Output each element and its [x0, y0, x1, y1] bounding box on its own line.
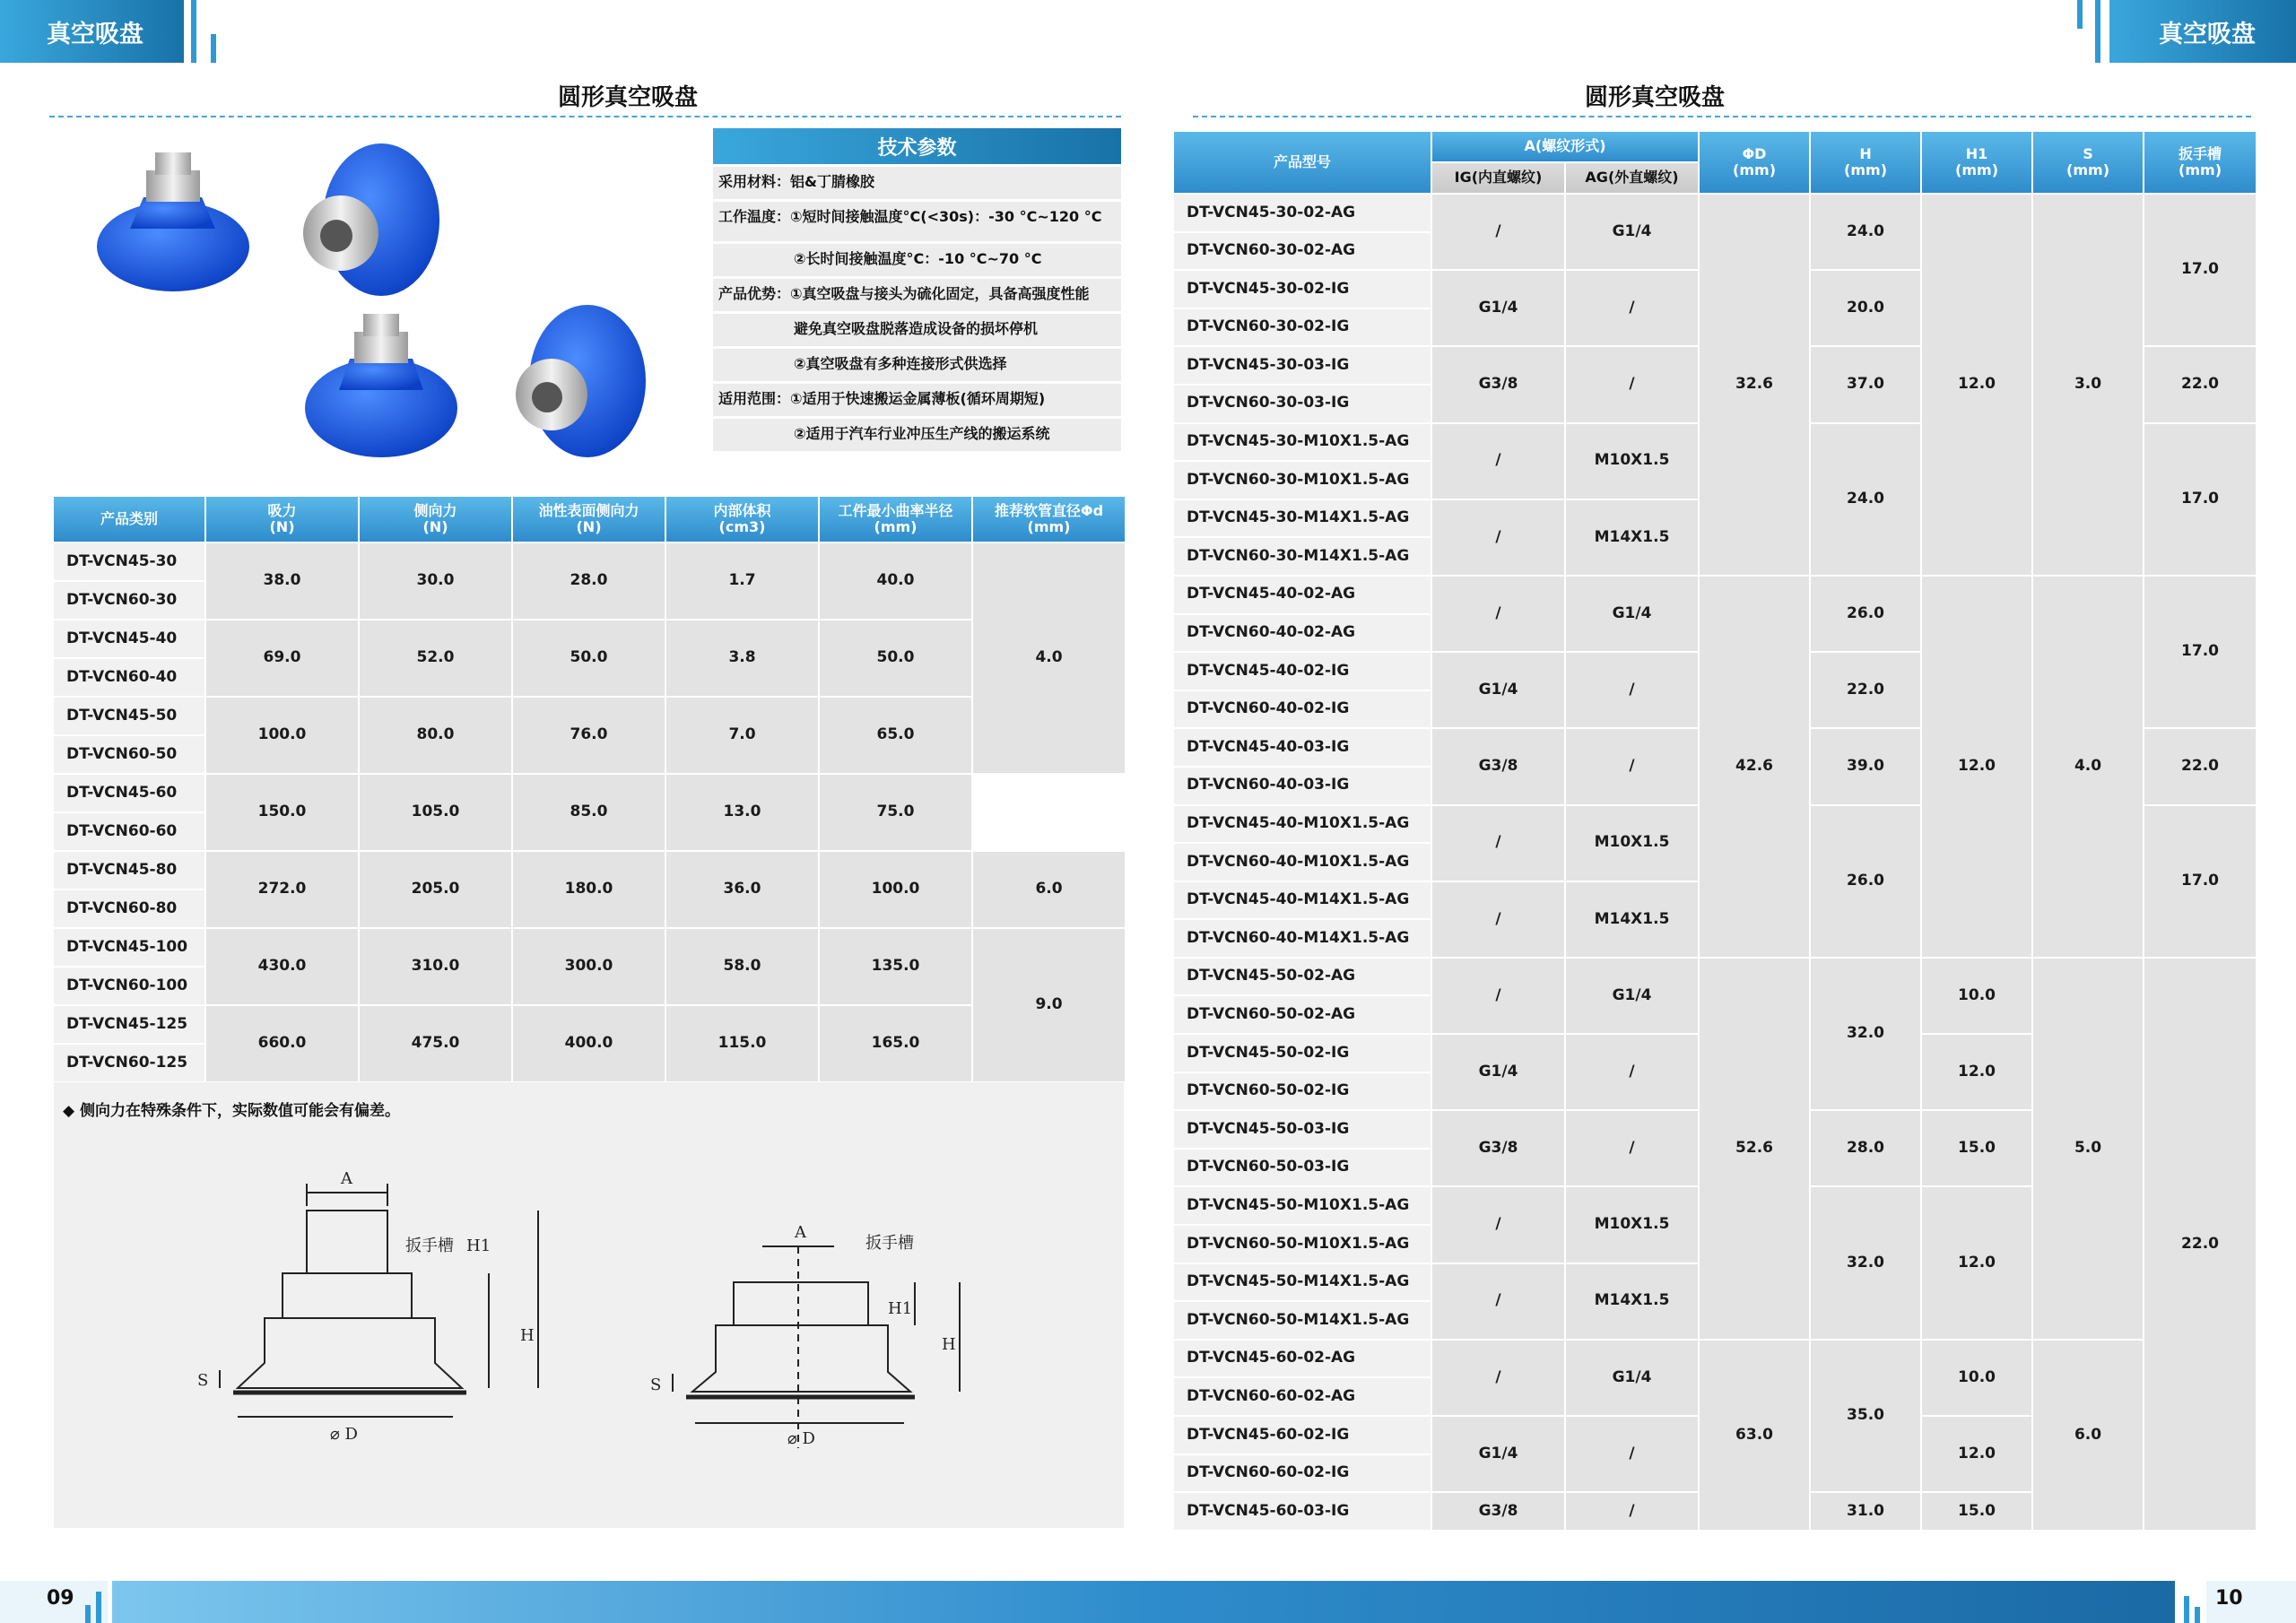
- h-cell: 37.0: [1811, 347, 1920, 421]
- h1-cell: 12.0: [1922, 1187, 2031, 1338]
- value-cell: 660.0: [206, 1006, 358, 1081]
- ag-cell: G1/4: [1566, 195, 1698, 269]
- dim-a: A: [341, 1169, 352, 1188]
- wrench-cell: 22.0: [2144, 347, 2256, 421]
- h-cell: 28.0: [1811, 1111, 1920, 1185]
- d-cell: 52.6: [1700, 959, 1809, 1339]
- table-row: [1174, 195, 2256, 231]
- left-header-tab: [0, 0, 184, 63]
- right-header-tab: [2109, 0, 2296, 63]
- value-cell: 30.0: [360, 543, 511, 619]
- s-cell: 3.0: [2033, 195, 2143, 575]
- suction-cup-image: [97, 152, 249, 291]
- hose-cell: 9.0: [973, 929, 1125, 1081]
- footer-deco-bar: [2184, 1596, 2189, 1623]
- model-cell: DT-VCN60-40-M14X1.5-AG: [1174, 920, 1431, 957]
- s-cell: 6.0: [2033, 1341, 2143, 1530]
- table-row: [54, 698, 1125, 734]
- value-cell: 52.0: [360, 621, 511, 696]
- h-cell: 24.0: [1811, 195, 1920, 269]
- model-cell: DT-VCN60-50-M14X1.5-AG: [1174, 1302, 1431, 1339]
- ag-cell: /: [1566, 271, 1698, 345]
- col-header-d: ΦD (mm): [1700, 132, 1809, 193]
- col-header-model: 产品型号: [1174, 132, 1431, 193]
- model-cell: DT-VCN45-30-M14X1.5-AG: [1174, 500, 1431, 537]
- value-cell: 50.0: [820, 621, 971, 696]
- dim-wrench: 扳手槽: [865, 1234, 914, 1253]
- model-cell: DT-VCN45-125: [54, 1006, 204, 1043]
- table-row: [54, 1006, 1125, 1043]
- h1-cell: 10.0: [1922, 1341, 2031, 1415]
- model-cell: DT-VCN45-40-M14X1.5-AG: [1174, 882, 1431, 919]
- h-cell: 26.0: [1811, 577, 1920, 651]
- model-cell: DT-VCN45-30-02-AG: [1174, 195, 1431, 231]
- dim-h1: H1: [466, 1237, 491, 1255]
- col-header: 油性表面侧向力 (N): [513, 497, 665, 542]
- hose-cell: 4.0: [973, 543, 1125, 773]
- ig-cell: /: [1432, 577, 1564, 651]
- value-cell: 3.8: [666, 621, 818, 696]
- ag-cell: /: [1566, 347, 1698, 421]
- d-cell: 32.6: [1700, 195, 1809, 575]
- drawing-ig-labels: [650, 1223, 956, 1448]
- drawing-ag-type: [220, 1184, 538, 1417]
- model-cell: DT-VCN45-40-03-IG: [1174, 729, 1431, 766]
- ag-cell: /: [1566, 729, 1698, 803]
- ag-cell: M14X1.5: [1566, 1264, 1698, 1339]
- footer-deco-bar: [85, 1605, 91, 1623]
- h1-cell: 12.0: [1922, 577, 2031, 957]
- left-spec-table: [52, 495, 1126, 1083]
- col-header: 产品类别: [54, 497, 204, 542]
- col-header-h: H (mm): [1811, 132, 1920, 193]
- value-cell: 180.0: [513, 852, 665, 927]
- suction-cup-image: [305, 314, 457, 457]
- value-cell: 76.0: [513, 698, 665, 773]
- ig-cell: /: [1432, 1187, 1564, 1262]
- value-cell: 475.0: [360, 1006, 511, 1081]
- model-cell: DT-VCN45-50-03-IG: [1174, 1111, 1431, 1148]
- footer-deco-bar: [96, 1592, 101, 1623]
- value-cell: 430.0: [206, 929, 358, 1004]
- model-cell: DT-VCN60-40-02-IG: [1174, 691, 1431, 728]
- table-row: [1174, 1341, 2256, 1377]
- model-cell: DT-VCN45-80: [54, 852, 204, 889]
- h-cell: 20.0: [1811, 271, 1920, 345]
- spec-row: 适用范围：①适用于快速搬运金属薄板(循环周期短): [713, 384, 1121, 416]
- value-cell: 105.0: [360, 775, 511, 850]
- ag-cell: M10X1.5: [1566, 1187, 1698, 1262]
- value-cell: 75.0: [820, 775, 971, 850]
- left-section-title: 圆形真空吸盘: [557, 84, 698, 111]
- header-deco-bar: [2077, 0, 2083, 29]
- value-cell: 7.0: [666, 698, 818, 773]
- model-cell: DT-VCN60-80: [54, 890, 204, 927]
- ig-cell: /: [1432, 195, 1564, 269]
- h-cell: 35.0: [1811, 1341, 1920, 1491]
- model-cell: DT-VCN45-40-M10X1.5-AG: [1174, 806, 1431, 843]
- model-cell: DT-VCN45-30-03-IG: [1174, 347, 1431, 384]
- model-cell: DT-VCN60-50-02-IG: [1174, 1073, 1431, 1110]
- left-divider: [49, 116, 1121, 117]
- wrench-cell: 17.0: [2144, 577, 2256, 727]
- dim-d: ⌀ D: [787, 1429, 815, 1448]
- ag-cell: G1/4: [1566, 1341, 1698, 1415]
- wrench-cell: 17.0: [2144, 195, 2256, 345]
- page-number-left: 09: [47, 1587, 74, 1610]
- hose-cell: 6.0: [973, 852, 1125, 927]
- ig-cell: G3/8: [1432, 729, 1564, 803]
- col-header-ag: AG(外直螺纹): [1566, 163, 1698, 193]
- drawing-ig-type: [673, 1246, 960, 1448]
- table-row: [1174, 577, 2256, 613]
- model-cell: DT-VCN45-60-02-IG: [1174, 1417, 1431, 1454]
- tech-spec-box: [713, 128, 1121, 451]
- value-cell: 310.0: [360, 929, 511, 1004]
- value-cell: 165.0: [820, 1006, 971, 1081]
- value-cell: 100.0: [206, 698, 358, 773]
- model-cell: DT-VCN45-40: [54, 621, 204, 657]
- ig-cell: /: [1432, 424, 1564, 499]
- value-cell: 1.7: [666, 543, 818, 619]
- model-cell: DT-VCN60-100: [54, 968, 204, 1004]
- value-cell: 85.0: [513, 775, 665, 850]
- left-header-title: 真空吸盘: [47, 20, 144, 48]
- ag-cell: /: [1566, 1417, 1698, 1491]
- model-cell: DT-VCN45-50-02-AG: [1174, 959, 1431, 995]
- right-model-table: [1172, 130, 2257, 1532]
- model-cell: DT-VCN45-40-02-IG: [1174, 653, 1431, 690]
- ag-cell: G1/4: [1566, 959, 1698, 1033]
- d-cell: 63.0: [1700, 1341, 1809, 1530]
- model-cell: DT-VCN45-50-02-IG: [1174, 1035, 1431, 1072]
- value-cell: 272.0: [206, 852, 358, 927]
- value-cell: 13.0: [666, 775, 818, 850]
- model-cell: DT-VCN60-30: [54, 582, 204, 619]
- h-cell: 22.0: [1811, 653, 1920, 727]
- model-cell: DT-VCN60-60: [54, 813, 204, 850]
- right-divider: [1193, 116, 2251, 117]
- model-cell: DT-VCN45-40-02-AG: [1174, 577, 1431, 613]
- col-header: 推荐软管直径Φd (mm): [973, 497, 1125, 542]
- h-cell: 32.0: [1811, 959, 1920, 1109]
- h-cell: 39.0: [1811, 729, 1920, 803]
- ag-cell: G1/4: [1566, 577, 1698, 651]
- dim-h1: H1: [888, 1299, 913, 1318]
- tech-spec-heading: 技术参数: [713, 128, 1121, 164]
- ig-cell: G3/8: [1432, 347, 1564, 421]
- value-cell: 150.0: [206, 775, 358, 850]
- model-cell: DT-VCN45-60: [54, 775, 204, 812]
- wrench-cell: 22.0: [2144, 959, 2256, 1530]
- h1-cell: 10.0: [1922, 959, 2031, 1033]
- model-cell: DT-VCN60-125: [54, 1045, 204, 1081]
- dim-a: A: [795, 1223, 806, 1242]
- suction-cup-image: [516, 305, 646, 457]
- col-header: 侧向力 (N): [360, 497, 511, 542]
- value-cell: 205.0: [360, 852, 511, 927]
- d-cell: 42.6: [1700, 577, 1809, 957]
- model-cell: DT-VCN45-30-02-IG: [1174, 271, 1431, 308]
- col-header-ig: IG(内直螺纹): [1432, 163, 1564, 193]
- ig-cell: /: [1432, 959, 1564, 1033]
- col-header: 内部体积 (cm3): [666, 497, 818, 542]
- model-cell: DT-VCN60-50: [54, 736, 204, 773]
- right-section-title: 圆形真空吸盘: [1584, 84, 1725, 111]
- model-cell: DT-VCN45-60-03-IG: [1174, 1493, 1431, 1530]
- value-cell: 69.0: [206, 621, 358, 696]
- wrench-cell: 22.0: [2144, 729, 2256, 803]
- model-cell: DT-VCN60-40-02-AG: [1174, 615, 1431, 652]
- page-number-right: 10: [2215, 1587, 2243, 1610]
- wrench-cell: 17.0: [2144, 806, 2256, 957]
- spec-row: 工作温度：①短时间接触温度°C(<30s)：-30 °C~120 °C: [713, 202, 1121, 241]
- dim-h: H: [942, 1335, 956, 1354]
- ig-cell: /: [1432, 500, 1564, 575]
- s-cell: 4.0: [2033, 577, 2143, 957]
- ag-cell: /: [1566, 653, 1698, 727]
- ig-cell: G3/8: [1432, 1111, 1564, 1185]
- header-deco-bar: [211, 34, 216, 63]
- col-header: 工件最小曲率半径 (mm): [820, 497, 971, 542]
- h1-cell: 12.0: [1922, 195, 2031, 575]
- ag-cell: M10X1.5: [1566, 806, 1698, 881]
- table-row: [54, 929, 1125, 966]
- model-cell: DT-VCN60-30-03-IG: [1174, 386, 1431, 422]
- ig-cell: G1/4: [1432, 1417, 1564, 1491]
- dim-s: S: [650, 1376, 662, 1394]
- ig-cell: /: [1432, 1264, 1564, 1339]
- ag-cell: /: [1566, 1111, 1698, 1185]
- technical-drawings: [54, 1148, 1121, 1471]
- table-row: [54, 775, 1125, 812]
- model-cell: DT-VCN45-30: [54, 543, 204, 580]
- ig-cell: G1/4: [1432, 1035, 1564, 1109]
- model-cell: DT-VCN45-30-M10X1.5-AG: [1174, 424, 1431, 461]
- suction-cup-image: [303, 143, 439, 296]
- h1-cell: 12.0: [1922, 1417, 2031, 1491]
- h-cell: 32.0: [1811, 1187, 1920, 1338]
- model-cell: DT-VCN60-60-02-IG: [1174, 1455, 1431, 1492]
- model-cell: DT-VCN60-30-M14X1.5-AG: [1174, 538, 1431, 575]
- h1-cell: 15.0: [1922, 1493, 2031, 1530]
- col-header-s: S (mm): [2033, 132, 2143, 193]
- value-cell: 58.0: [666, 929, 818, 1004]
- model-cell: DT-VCN60-50-M10X1.5-AG: [1174, 1226, 1431, 1263]
- spec-row: 采用材料：铝&丁腈橡胶: [713, 167, 1121, 199]
- model-cell: DT-VCN60-40-03-IG: [1174, 768, 1431, 804]
- h-cell: 24.0: [1811, 424, 1920, 575]
- spec-row: ②长时间接触温度°C：-10 °C~70 °C: [713, 244, 1121, 276]
- ig-cell: G1/4: [1432, 271, 1564, 345]
- value-cell: 135.0: [820, 929, 971, 1004]
- ag-cell: /: [1566, 1035, 1698, 1109]
- note-text: ◆ 侧向力在特殊条件下，实际数值可能会有偏差。: [63, 1102, 400, 1120]
- h-cell: 31.0: [1811, 1493, 1920, 1530]
- col-header: 吸力 (N): [206, 497, 358, 542]
- value-cell: 100.0: [820, 852, 971, 927]
- ag-cell: M14X1.5: [1566, 500, 1698, 575]
- dim-d: ⌀ D: [330, 1425, 358, 1444]
- col-header-wrench: 扳手槽 (mm): [2144, 132, 2256, 193]
- ig-cell: /: [1432, 806, 1564, 881]
- ig-cell: G1/4: [1432, 653, 1564, 727]
- ag-cell: M14X1.5: [1566, 882, 1698, 957]
- value-cell: 400.0: [513, 1006, 665, 1081]
- value-cell: 28.0: [513, 543, 665, 619]
- table-row: [54, 543, 1125, 580]
- model-cell: DT-VCN60-50-03-IG: [1174, 1150, 1431, 1186]
- model-cell: DT-VCN60-30-M10X1.5-AG: [1174, 462, 1431, 499]
- value-cell: 115.0: [666, 1006, 818, 1081]
- dim-s: S: [197, 1371, 209, 1390]
- table-row: [54, 621, 1125, 657]
- footer-deco-bar: [2195, 1607, 2200, 1623]
- header-deco-bar: [191, 0, 196, 63]
- value-cell: 80.0: [360, 698, 511, 773]
- dim-wrench: 扳手槽: [405, 1237, 454, 1255]
- model-cell: DT-VCN60-50-02-AG: [1174, 996, 1431, 1033]
- spec-row: ②真空吸盘有多种连接形式供选择: [713, 349, 1121, 381]
- value-cell: 38.0: [206, 543, 358, 619]
- model-cell: DT-VCN60-30-02-AG: [1174, 233, 1431, 270]
- ig-cell: /: [1432, 1341, 1564, 1415]
- value-cell: 40.0: [820, 543, 971, 619]
- product-images: [54, 130, 682, 471]
- model-cell: DT-VCN60-40-M10X1.5-AG: [1174, 844, 1431, 881]
- value-cell: 36.0: [666, 852, 818, 927]
- h-cell: 26.0: [1811, 806, 1920, 957]
- ag-cell: M10X1.5: [1566, 424, 1698, 499]
- ig-cell: G3/8: [1432, 1493, 1564, 1530]
- model-cell: DT-VCN45-60-02-AG: [1174, 1341, 1431, 1377]
- value-cell: 50.0: [513, 621, 665, 696]
- model-cell: DT-VCN60-30-02-IG: [1174, 309, 1431, 346]
- header-deco-bar: [2095, 0, 2100, 63]
- spec-row: ②适用于汽车行业冲压生产线的搬运系统: [713, 419, 1121, 451]
- wrench-cell: 17.0: [2144, 424, 2256, 575]
- h1-cell: 12.0: [1922, 1035, 2031, 1109]
- spec-row: 避免真空吸盘脱落造成设备的损坏停机: [713, 314, 1121, 346]
- ig-cell: /: [1432, 882, 1564, 957]
- model-cell: DT-VCN45-50-M10X1.5-AG: [1174, 1187, 1431, 1224]
- s-cell: 5.0: [2033, 959, 2143, 1339]
- spec-row: 产品优势：①真空吸盘与接头为硫化固定，具备高强度性能: [713, 279, 1121, 311]
- ag-cell: /: [1566, 1493, 1698, 1530]
- table-row: [1174, 959, 2256, 995]
- h1-cell: 15.0: [1922, 1111, 2031, 1185]
- model-cell: DT-VCN60-60-02-AG: [1174, 1378, 1431, 1415]
- col-header-h1: H1 (mm): [1922, 132, 2031, 193]
- model-cell: DT-VCN45-100: [54, 929, 204, 966]
- model-cell: DT-VCN60-40: [54, 659, 204, 696]
- value-cell: 65.0: [820, 698, 971, 773]
- dim-h: H: [520, 1326, 535, 1345]
- value-cell: 300.0: [513, 929, 665, 1004]
- table-row: [54, 852, 1125, 889]
- model-cell: DT-VCN45-50-M14X1.5-AG: [1174, 1264, 1431, 1301]
- right-header-title: 真空吸盘: [2159, 20, 2256, 48]
- col-header-thread: A(螺纹形式): [1432, 132, 1698, 161]
- model-cell: DT-VCN45-50: [54, 698, 204, 734]
- footer-gradient-bar: [112, 1581, 2175, 1623]
